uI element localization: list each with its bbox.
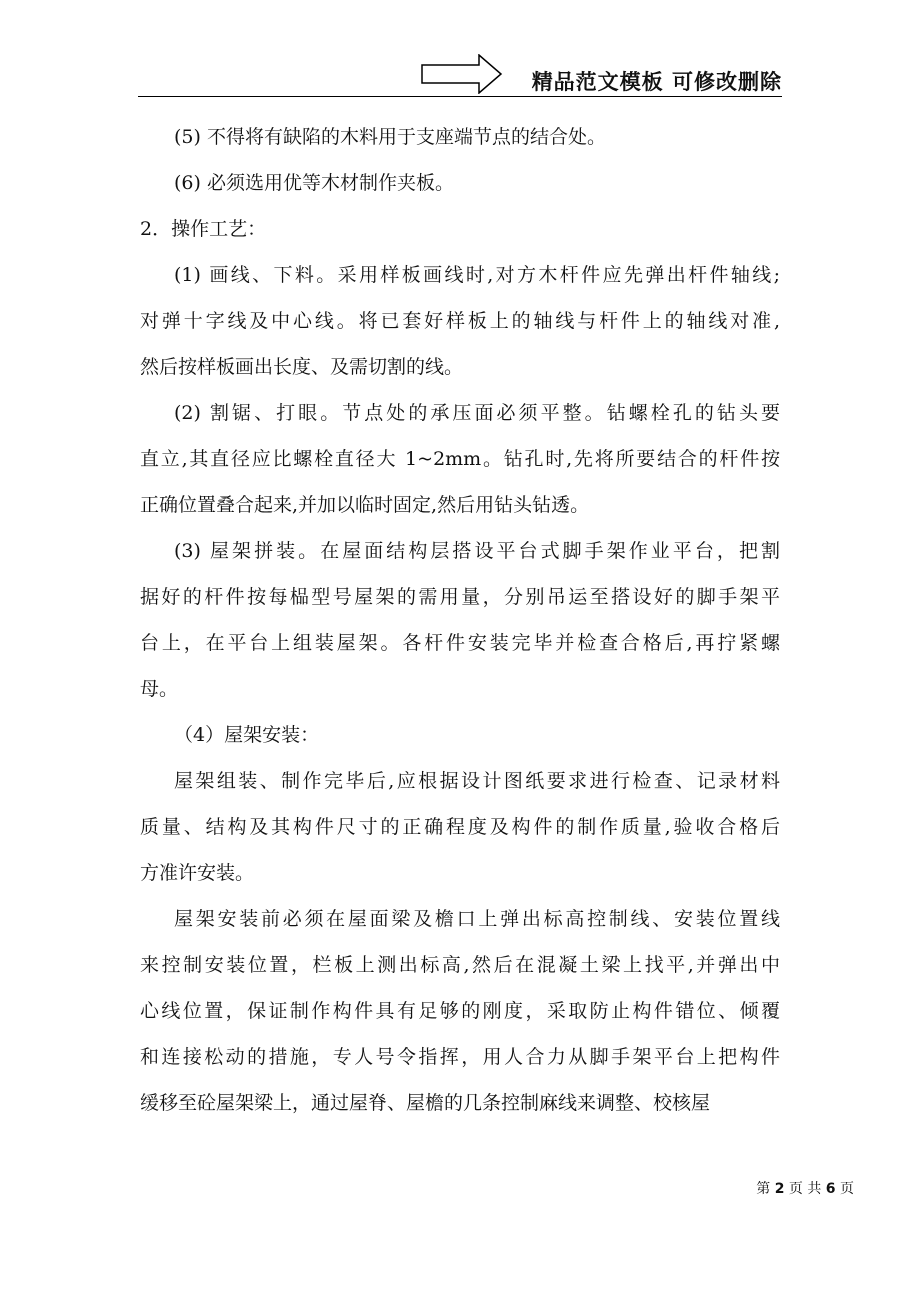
paragraph: [140, 206, 780, 252]
paragraph-line: 屋架安装前必须在屋面梁及檐口上弹出标高控制线、安装位置线: [174, 908, 780, 930]
header-title: 精品范文模板 可修改删除: [531, 70, 782, 94]
right-arrow-icon: [421, 54, 503, 94]
paragraph-line: 然后按样板画出长度、及需切割的线。: [140, 356, 464, 378]
paragraph-line: 对弹十字线及中心线。将已套好样板上的轴线与杆件上的轴线对准,: [140, 310, 780, 332]
paragraph: [140, 390, 780, 528]
footer-middle: 页 共: [788, 1181, 822, 1197]
paragraph-line: (1) 画线、下料。采用样板画线时,对方木杆件应先弹出杆件轴线;: [174, 264, 780, 286]
paragraph-line: 质量、结构及其构件尺寸的正确程度及构件的制作质量,验收合格后: [140, 816, 780, 838]
page-footer: [756, 1178, 854, 1198]
paragraph: [140, 712, 780, 758]
document-body: [140, 114, 780, 1126]
total-pages-number: 6: [825, 1181, 836, 1197]
paragraph-line: 屋架组装、制作完毕后,应根据设计图纸要求进行检查、记录材料: [174, 770, 780, 792]
paragraph-line: 台上，在平台上组装屋架。各杆件安装完毕并检查合格后,再拧紧螺: [140, 632, 780, 654]
paragraph-line: (3) 屋架拼装。在屋面结构层搭设平台式脚手架作业平台，把割: [174, 540, 780, 562]
paragraph-line: 正确位置叠合起来,并加以临时固定,然后用钻头钻透。: [140, 494, 590, 516]
paragraph-line: (6) 必须选用优等木材制作夹板。: [174, 172, 454, 194]
paragraph-line: 和连接松动的措施，专人号令指挥，用人合力从脚手架平台上把构件: [140, 1046, 780, 1068]
page-header: [138, 48, 782, 98]
paragraph-line: 2．操作工艺：: [140, 218, 267, 240]
paragraph-line: 据好的杆件按每榀型号屋架的需用量，分别吊运至搭设好的脚手架平: [140, 586, 780, 608]
paragraph: [140, 528, 780, 712]
paragraph-line: 缓移至砼屋架梁上，通过屋脊、屋檐的几条控制麻线来调整、校核屋: [140, 1092, 711, 1114]
paragraph: [140, 896, 780, 1126]
header-divider: [138, 96, 782, 97]
current-page-number: 2: [774, 1181, 785, 1197]
footer-prefix: 第: [756, 1181, 771, 1197]
paragraph-line: 心线位置，保证制作构件具有足够的刚度，采取防止构件错位、倾覆: [140, 1000, 780, 1022]
paragraph-line: 母。: [140, 678, 179, 700]
paragraph-line: （4）屋架安装：: [174, 724, 320, 746]
paragraph: [140, 252, 780, 390]
paragraph-line: 直立,其直径应比螺栓直径大 1~2mm。钻孔时,先将所要结合的杆件按: [140, 448, 780, 470]
paragraph: [140, 114, 780, 160]
paragraph-line: 来控制安装位置，栏板上测出标高,然后在混凝土梁上找平,并弹出中: [140, 954, 780, 976]
paragraph-line: (2) 割锯、打眼。节点处的承压面必须平整。钻螺栓孔的钻头要: [174, 402, 780, 424]
paragraph-line: 方准许安装。: [140, 862, 255, 884]
footer-suffix: 页: [840, 1181, 854, 1197]
paragraph-line: (5) 不得将有缺陷的木料用于支座端节点的结合处。: [174, 126, 606, 148]
paragraph: [140, 758, 780, 896]
paragraph: [140, 160, 780, 206]
